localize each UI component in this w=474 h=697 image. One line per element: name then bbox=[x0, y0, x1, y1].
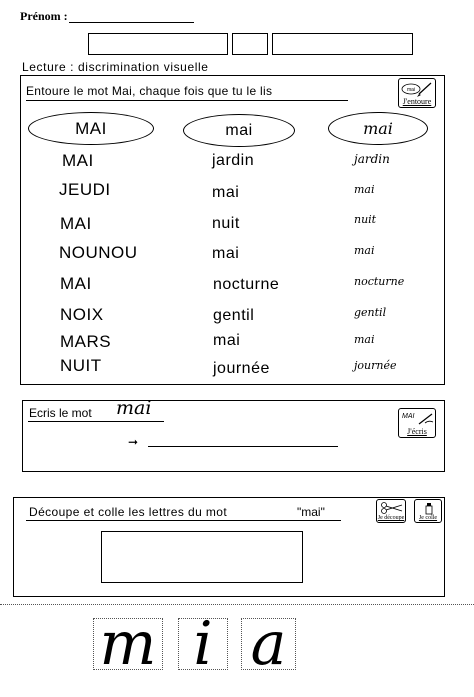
date-box-3[interactable] bbox=[272, 33, 413, 55]
letter-i: i bbox=[193, 618, 213, 670]
word-print[interactable]: journée bbox=[213, 360, 270, 377]
word-cursive[interactable]: jardin bbox=[354, 152, 390, 166]
model-ellipse-cursive bbox=[328, 112, 428, 145]
word-print[interactable]: mai bbox=[213, 332, 241, 349]
exercise1-instruction-underline bbox=[26, 100, 348, 101]
word-cursive[interactable]: mai bbox=[354, 244, 375, 257]
letter-a: a bbox=[250, 618, 287, 670]
word-cursive[interactable]: mai bbox=[354, 333, 375, 346]
word-caps[interactable]: MARS bbox=[60, 332, 112, 351]
paste-area[interactable] bbox=[101, 531, 303, 583]
icon-caption: Je colle bbox=[418, 515, 438, 521]
svg-text:mai: mai bbox=[406, 87, 416, 93]
model-word-caps: MAI bbox=[75, 118, 107, 138]
prenom-label: Prénom : bbox=[20, 9, 68, 23]
word-cursive[interactable]: nuit bbox=[354, 213, 377, 226]
writing-icon-label: MAI bbox=[402, 413, 415, 420]
word-cursive[interactable]: mai bbox=[354, 183, 375, 196]
word-print[interactable]: nocturne bbox=[213, 276, 280, 293]
circle-pencil-icon bbox=[398, 78, 436, 108]
letter-card-a[interactable] bbox=[241, 618, 296, 670]
letter-card-i[interactable] bbox=[178, 618, 228, 670]
word-caps[interactable]: NOIX bbox=[60, 305, 104, 324]
word-cursive[interactable]: nocturne bbox=[354, 275, 405, 288]
letter-card-m[interactable] bbox=[93, 618, 163, 670]
letter-m: m bbox=[99, 618, 157, 670]
model-word-print: mai bbox=[225, 121, 253, 139]
model-ellipse-print bbox=[183, 114, 295, 147]
scissors-icon bbox=[376, 499, 406, 523]
exercise3-instruction-underline bbox=[26, 520, 341, 521]
arrow-icon: ➞ bbox=[128, 435, 139, 449]
word-print[interactable]: mai bbox=[212, 184, 240, 201]
word-caps[interactable]: JEUDI bbox=[59, 180, 111, 199]
exercise2-instruction-underline bbox=[28, 421, 164, 422]
word-caps[interactable]: NUIT bbox=[60, 356, 102, 375]
word-print[interactable]: mai bbox=[212, 245, 240, 262]
date-box-1[interactable] bbox=[88, 33, 228, 55]
word-print[interactable]: jardin bbox=[212, 152, 255, 169]
model-ellipse-caps bbox=[28, 112, 154, 145]
word-caps[interactable]: MAI bbox=[60, 274, 92, 293]
prenom-line[interactable] bbox=[69, 22, 194, 23]
word-cursive[interactable]: gentil bbox=[354, 306, 387, 319]
cut-line bbox=[0, 604, 474, 605]
writing-hand-icon bbox=[398, 408, 436, 438]
word-print[interactable]: nuit bbox=[212, 215, 240, 232]
model-word-cursive: mai bbox=[363, 119, 393, 138]
exercise3-instruction: Découpe et colle les lettres du mot bbox=[29, 505, 228, 519]
icon-caption: J'entoure bbox=[402, 97, 432, 106]
date-box-2[interactable] bbox=[232, 33, 268, 55]
word-caps[interactable]: MAI bbox=[62, 151, 94, 170]
exercise2-instruction: Ecris le mot bbox=[29, 406, 92, 420]
word-print[interactable]: gentil bbox=[213, 307, 255, 324]
exercise1-instruction: Entoure le mot Mai, chaque fois que tu le lis bbox=[26, 84, 273, 98]
exercise3-word: "mai" bbox=[297, 505, 325, 519]
word-caps[interactable]: NOUNOU bbox=[59, 243, 138, 262]
icon-caption: Je découpe bbox=[377, 515, 405, 521]
page-title: Lecture : discrimination visuelle bbox=[22, 60, 209, 74]
word-cursive[interactable]: journée bbox=[354, 359, 397, 372]
icon-caption: J'écris bbox=[407, 427, 427, 436]
exercise2-model-word: mai bbox=[116, 397, 152, 419]
word-caps[interactable]: MAI bbox=[60, 214, 92, 233]
write-answer-line[interactable] bbox=[148, 446, 338, 447]
glue-icon bbox=[414, 499, 442, 523]
